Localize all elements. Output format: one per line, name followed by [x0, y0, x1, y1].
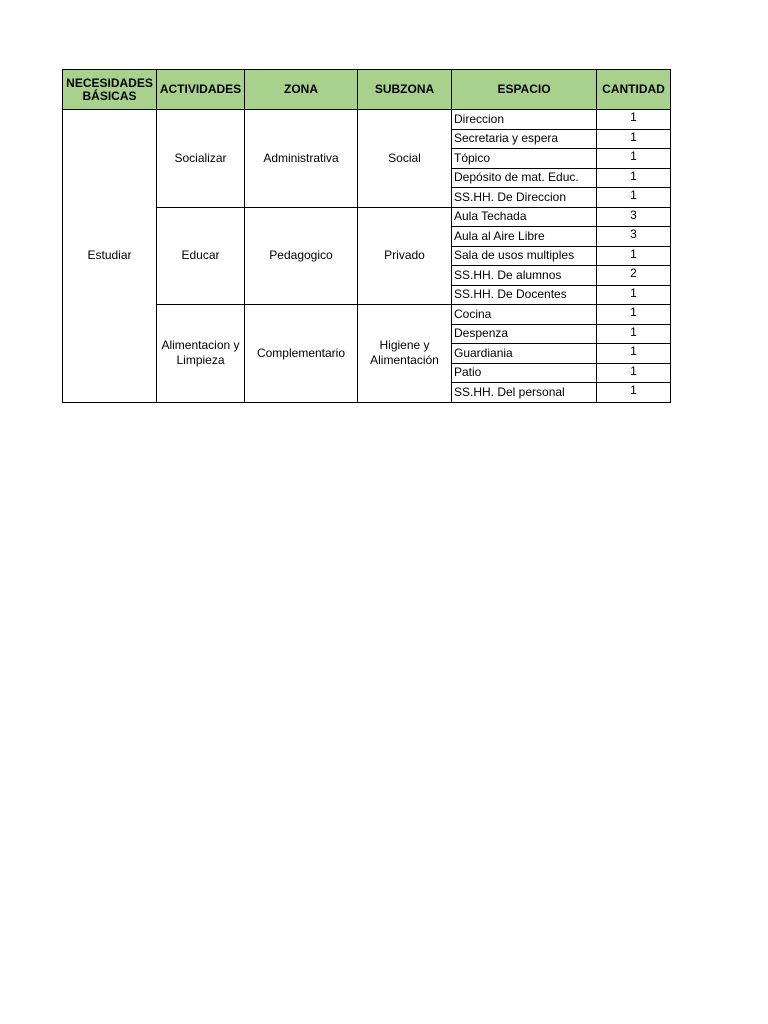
cantidad-cell: 3	[597, 227, 671, 247]
espacio-cell: Sala de usos multiples	[452, 246, 597, 266]
zona-cell: Administrativa	[245, 110, 358, 208]
subzona-cell: Social	[358, 110, 452, 208]
necesidad-cell: Estudiar	[63, 110, 157, 403]
espacio-cell: Depósito de mat. Educ.	[452, 168, 597, 188]
subzona-cell: Privado	[358, 207, 452, 305]
espacio-cell: SS.HH. De alumnos	[452, 266, 597, 286]
cantidad-cell: 3	[597, 207, 671, 227]
cantidad-cell: 1	[597, 188, 671, 208]
cantidad-cell: 1	[597, 129, 671, 149]
subzona-cell: Higiene y Alimentación	[358, 305, 452, 403]
cantidad-cell: 1	[597, 285, 671, 305]
header-cantidad: CANTIDAD	[597, 70, 671, 110]
espacio-cell: SS.HH. De Direccion	[452, 188, 597, 208]
header-necesidades-basicas: NECESIDADES BÁSICAS	[63, 70, 157, 110]
actividad-cell: Socializar	[157, 110, 245, 208]
cantidad-cell: 2	[597, 266, 671, 286]
espacio-cell: Aula Techada	[452, 207, 597, 227]
header-subzona: SUBZONA	[358, 70, 452, 110]
espacio-cell: SS.HH. Del personal	[452, 383, 597, 403]
header-espacio: ESPACIO	[452, 70, 597, 110]
architectural-program-table	[62, 69, 671, 403]
cantidad-cell: 1	[597, 149, 671, 169]
cantidad-cell: 1	[597, 324, 671, 344]
espacio-cell: Aula al Aire Libre	[452, 227, 597, 247]
espacio-cell: Tópico	[452, 149, 597, 169]
espacio-cell: Direccion	[452, 110, 597, 130]
cantidad-cell: 1	[597, 305, 671, 325]
espacio-cell: Secretaria y espera	[452, 129, 597, 149]
cantidad-cell: 1	[597, 383, 671, 403]
zona-cell: Complementario	[245, 305, 358, 403]
espacio-cell: Cocina	[452, 305, 597, 325]
cantidad-cell: 1	[597, 110, 671, 130]
espacio-cell: Patio	[452, 363, 597, 383]
espacio-cell: SS.HH. De Docentes	[452, 285, 597, 305]
actividad-cell: Alimentacion y Limpieza	[157, 305, 245, 403]
espacio-cell: Despenza	[452, 324, 597, 344]
header-zona: ZONA	[245, 70, 358, 110]
cantidad-cell: 1	[597, 168, 671, 188]
espacio-cell: Guardiania	[452, 344, 597, 364]
zona-cell: Pedagogico	[245, 207, 358, 305]
actividad-cell: Educar	[157, 207, 245, 305]
header-actividades: ACTIVIDADES	[157, 70, 245, 110]
header-row	[63, 70, 671, 110]
cantidad-cell: 1	[597, 363, 671, 383]
table-row	[63, 110, 671, 130]
cantidad-cell: 1	[597, 344, 671, 364]
cantidad-cell: 1	[597, 246, 671, 266]
